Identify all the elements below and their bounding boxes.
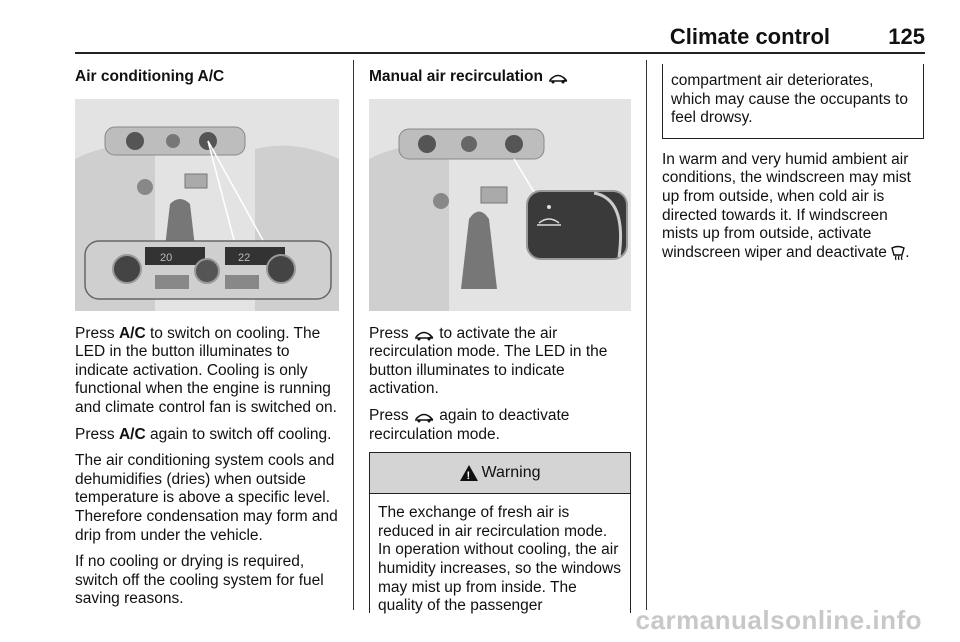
section-title: Climate control: [669, 24, 830, 49]
windscreen-para: In warm and very humid ambient air conditions, the windscreen may mist up from outside, when cold air is directed towards it. If windscreen mists up from outside, activate windscreen wiper and deactivate .: [662, 150, 911, 261]
page-header: [0, 0, 960, 52]
recirculation-button-photo: [369, 99, 631, 311]
warning-icon: [460, 465, 478, 481]
display-left-temp: 20: [160, 251, 173, 264]
warning-body: The exchange of fresh air is reduced in air recirculation mode. In operation without cooling, the air humidity increases, so the windows may mist up from inside. The quality of the passenger: [378, 504, 621, 615]
recirculation-icon: [547, 70, 569, 84]
ac-control-photo: [75, 99, 339, 311]
column-divider-1: [353, 60, 354, 610]
page-number: 125: [888, 24, 925, 49]
ac-para-2: Press A/C again to switch off cooling.: [75, 425, 332, 443]
display-right-temp: 22: [238, 251, 251, 264]
column-divider-2: [646, 60, 647, 610]
ac-heading: Air conditioning A/C: [75, 68, 225, 85]
ac-button-label-2: A/C: [118, 425, 146, 443]
warning-box-continued: [662, 64, 924, 139]
recirculation-icon: [413, 409, 435, 423]
column-1: [75, 60, 339, 617]
recirc-para-2: Press again to deactivate recirculation mode.: [369, 406, 570, 443]
ac-para-1: Press A/C to switch on cooling. The LED in the button illuminates to indicate activation. Cooling is only functional when the engine is running and climate control fan is switched on.: [75, 324, 337, 416]
recirculation-heading: Manual air recirculation: [369, 68, 631, 87]
recirc-para-1: Press to activate the air recirculation mode. The LED in the button illuminates to indicate activation.: [369, 324, 608, 398]
header-rule: [75, 52, 925, 54]
column-2: [369, 60, 631, 613]
windscreen-defrost-icon: [891, 245, 905, 261]
ac-button-label: A/C: [118, 324, 146, 342]
column-3: [662, 64, 924, 270]
warning-title: Warning: [481, 463, 541, 481]
ac-para-3: The air conditioning system cools and dehumidifies (dries) when outside temperature is above a specific level. Therefore condensation may form and drip from under the vehicle.: [75, 452, 338, 544]
warning-box: [369, 452, 631, 613]
warning-header: [370, 453, 630, 494]
ac-para-4: If no cooling or drying is required, switch off the cooling system for fuel saving reasons.: [75, 553, 324, 608]
watermark: carmanualsonline.info: [635, 605, 922, 635]
recirculation-icon: [413, 327, 435, 341]
warning-continued-text: compartment air deteriorates, which may cause the occupants to feel drowsy.: [671, 72, 908, 127]
